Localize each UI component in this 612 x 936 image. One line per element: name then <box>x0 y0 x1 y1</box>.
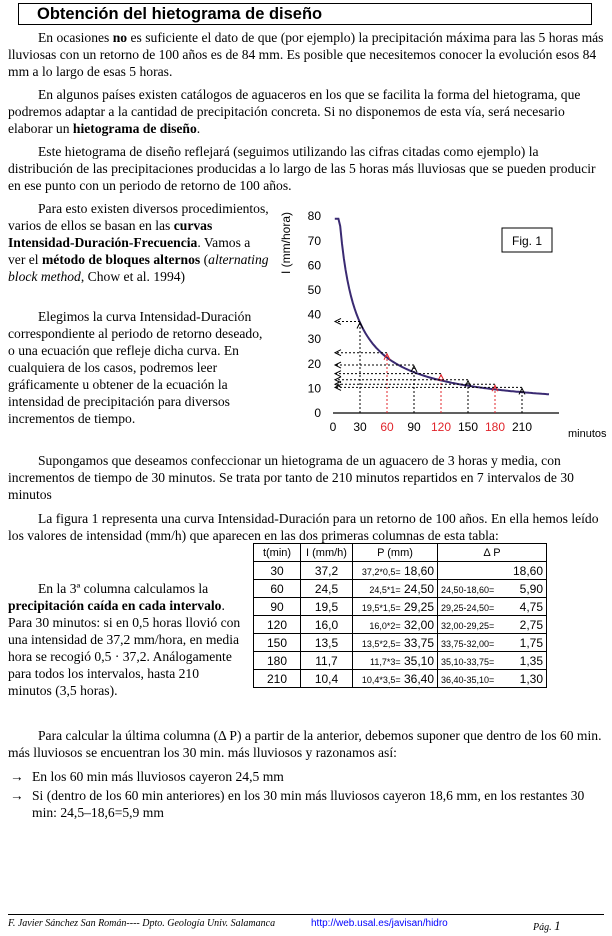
arrow-icon: → <box>10 769 24 784</box>
table-row <box>254 652 547 670</box>
page-title: Obtención del hietograma de diseño <box>18 3 592 25</box>
cell-delta-p: 29,25-24,50= 4,75 <box>438 598 547 616</box>
cell-t: 30 <box>254 562 301 580</box>
cell-delta-p: 24,50-18,60= 5,90 <box>438 580 547 598</box>
cell-delta-p: 18,60 <box>438 562 547 580</box>
x-tick-label: 30 <box>353 420 367 434</box>
cell-i: 19,5 <box>301 598 353 616</box>
y-axis-label: I (mm/hora) <box>279 211 293 275</box>
arrow-icon: → <box>10 788 24 803</box>
y-tick-label: 10 <box>307 381 321 396</box>
y-tick-label: 40 <box>307 307 321 322</box>
y-tick-label: 0 <box>314 406 321 420</box>
table-row <box>254 580 547 598</box>
cell-p: 11,7*3= 35,10 <box>353 652 438 670</box>
x-tick-label: 120 <box>430 420 452 434</box>
paragraph-procedimientos: Para esto existen diversos procedimientos, varios de ellos se basan en las curvas Intensidad-Duración-Frecuencia. Vamos a ver el método de bloques alternos (alternating block method, Chow et al. 1994) <box>8 201 269 284</box>
y-tick-label: 60 <box>307 258 321 273</box>
cell-p: 37,2*0,5= 18,60 <box>353 562 438 580</box>
cell-i: 24,5 <box>301 580 353 598</box>
intensity-duration-chart <box>270 200 612 450</box>
cell-i: 37,2 <box>301 562 353 580</box>
fig-label: Fig. 1 <box>511 234 543 248</box>
paragraph-intro: En ocasiones no es suficiente el dato de que (por ejemplo) la precipitación máxima para las 5 horas más lluviosas con un retorno de 100 años es de 84 mm. Es posible que necesitemos conocer la evolución esos 84 mm a lo largo de esas 5 horas. <box>8 30 604 79</box>
footer-page: Pág. 1 <box>533 918 561 933</box>
table-row <box>254 616 547 634</box>
cell-delta-p: 36,40-35,10= 1,30 <box>438 670 547 688</box>
paragraph-supongamos: Supongamos que deseamos confeccionar un hietograma de un aguacero de 3 horas y media, con incrementos de tiempo de 30 minutos. Se trata por tanto de 210 minutos repartidos en 7 intervalos de 30 minutos <box>8 453 574 502</box>
cell-i: 11,7 <box>301 652 353 670</box>
footer-divider <box>8 914 604 915</box>
y-tick-label: 50 <box>307 283 321 297</box>
cell-p: 19,5*1,5= 29,25 <box>353 598 438 616</box>
bullet-item: → En los 60 min más lluviosos cayeron 24,5 mm <box>10 769 284 784</box>
x-tick-label: 180 <box>484 420 506 434</box>
cell-t: 90 <box>254 598 301 616</box>
footer <box>8 918 604 933</box>
table-row <box>254 670 547 688</box>
cell-t: 210 <box>254 670 301 688</box>
table-header-row <box>254 544 547 562</box>
precipitation-table <box>253 543 547 688</box>
cell-p: 10,4*3,5= 36,40 <box>353 670 438 688</box>
x-tick-label: 90 <box>407 420 421 434</box>
header-p: P (mm) <box>353 544 438 562</box>
paragraph-hietograma: Este hietograma de diseño reflejará (seguimos utilizando las cifras citadas como ejemplo) la distribución de las precipitaciones producidas a lo largo de las 5 horas más lluviosas que se pueden producir en ese punto con un periodo de retorno de 100 años. <box>8 144 596 193</box>
header-delta-p: Δ P <box>438 544 547 562</box>
cell-t: 150 <box>254 634 301 652</box>
header-i: I (mm/h) <box>301 544 353 562</box>
cell-t: 120 <box>254 616 301 634</box>
cell-delta-p: 33,75-32,00= 1,75 <box>438 634 547 652</box>
cell-p: 24,5*1= 24,50 <box>353 580 438 598</box>
y-tick-label: 20 <box>307 356 321 371</box>
paragraph-columna: En la 3ª columna calculamos la precipitación caída en cada intervalo. Para 30 minutos: si en 0,5 horas llovió con una intensidad de 37,2 mm/hora, en media hora se recogió 0,5 · 37,2. Análogamente para todos los intervalos, hasta 210 minutos (3,5 horas). <box>8 581 241 698</box>
bullet-item: → Si (dentro de los 60 min anteriores) en los 30 min más lluviosos cayeron 18,6 mm, en los restantes 30 min: 24,5–18,6=5,9 mm <box>10 788 585 820</box>
table-row <box>254 598 547 616</box>
cell-i: 13,5 <box>301 634 353 652</box>
cell-t: 180 <box>254 652 301 670</box>
footer-link[interactable]: http://web.usal.es/javisan/hidro <box>311 918 448 929</box>
x-tick-label: 150 <box>457 420 479 434</box>
cell-i: 16,0 <box>301 616 353 634</box>
x-tick-label: 210 <box>511 420 533 434</box>
cell-i: 10,4 <box>301 670 353 688</box>
y-tick-label: 70 <box>307 233 321 248</box>
cell-p: 13,5*2,5= 33,75 <box>353 634 438 652</box>
y-tick-label: 80 <box>307 209 321 224</box>
paragraph-catalogos: En algunos países existen catálogos de aguaceros en los que se facilita la forma del hietograma, que podremos adaptar a la cantidad de precipitación concreta. Si no disponemos de esta vía, será necesario elaborar un hietograma de diseño. <box>8 87 581 136</box>
paragraph-figura: La figura 1 representa una curva Intensidad-Duración para un retorno de 100 años. En ella hemos leído los valores de intensidad (mm/h) que aparecen en las dos primeras columnas de esta tabla: <box>8 511 599 543</box>
cell-delta-p: 35,10-33,75= 1,35 <box>438 652 547 670</box>
x-tick-label: 60 <box>380 420 394 434</box>
x-axis-label: minutos <box>568 428 607 440</box>
cell-delta-p: 32,00-29,25= 2,75 <box>438 616 547 634</box>
paragraph-curva: Elegimos la curva Intensidad-Duración correspondiente al periodo de retorno deseado, o una ecuación que refleje dicha curva. En cualquiera de los casos, podremos leer gráficamente u obtener de la ecuación la intensidad de precipitación para diversos incrementos de tiempo. <box>8 309 263 426</box>
table-row <box>254 634 547 652</box>
paragraph-calcular: Para calcular la última columna (Δ P) a partir de la anterior, debemos suponer que dentro de los 60 min. más lluviosos se encuentran los 30 min. más lluviosos y razonamos así: <box>8 728 602 760</box>
cell-p: 16,0*2= 32,00 <box>353 616 438 634</box>
cell-t: 60 <box>254 580 301 598</box>
y-tick-label: 30 <box>307 332 321 347</box>
table-row <box>254 562 547 580</box>
header-t: t(min) <box>254 544 301 562</box>
x-tick-label: 0 <box>329 420 337 434</box>
footer-author: F. Javier Sánchez San Román---- Dpto. Geología Univ. Salamanca <box>8 918 276 929</box>
